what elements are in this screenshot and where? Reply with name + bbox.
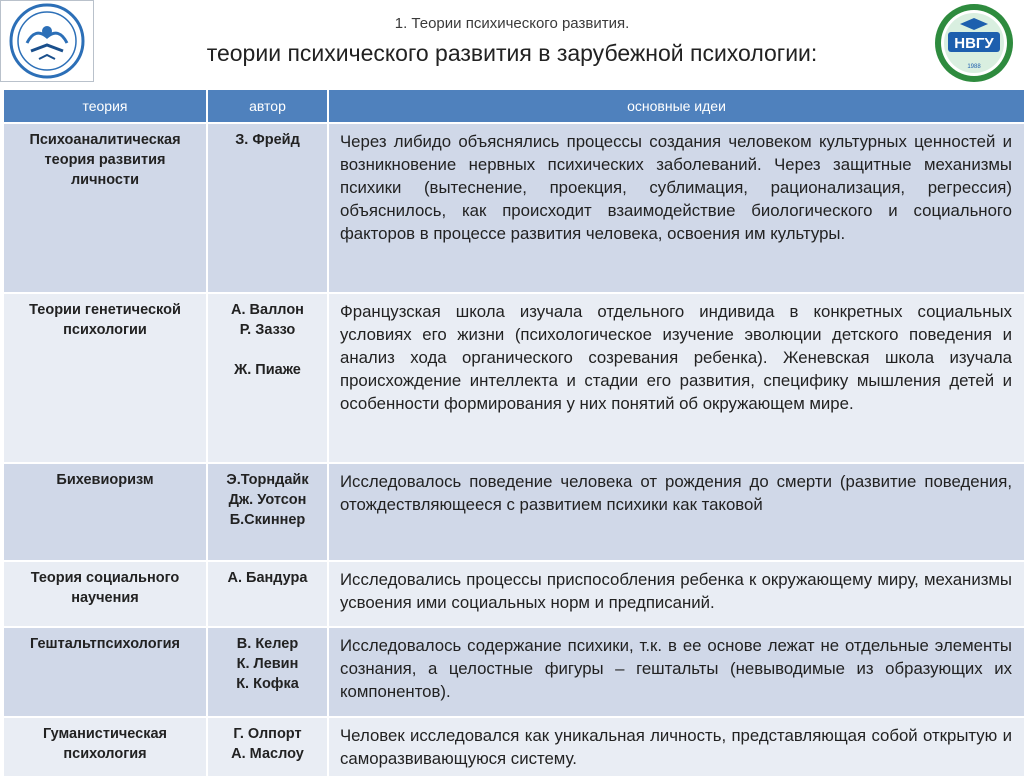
author-name: Э.Торндайк bbox=[226, 472, 309, 488]
author-name: В. Келер bbox=[236, 636, 299, 652]
table-row bbox=[3, 293, 1024, 463]
theory-cell: Теория социального научения bbox=[3, 561, 207, 627]
column-header-ideas: основные идеи bbox=[328, 89, 1024, 123]
author-name: Р. Заззо bbox=[239, 322, 296, 338]
author-name: Дж. Уотсон bbox=[228, 492, 307, 508]
theory-cell: Бихевиоризм bbox=[3, 463, 207, 561]
author-name: А. Валлон bbox=[231, 302, 304, 318]
table-row bbox=[3, 123, 1024, 293]
author-name: Ж. Пиаже bbox=[234, 362, 301, 378]
author-cell bbox=[207, 123, 328, 293]
author-name: А. Маслоу bbox=[231, 746, 304, 762]
table-row bbox=[3, 717, 1024, 777]
column-header-theory: теория bbox=[3, 89, 207, 123]
idea-cell: Исследовалось поведение человека от рождения до смерти (развитие поведения, отождествляющееся с развитием психики как таковой bbox=[328, 463, 1024, 561]
idea-cell: Человек исследовался как уникальная личность, представляющая собой открытую и саморазвивающуюся систему. bbox=[328, 717, 1024, 777]
author-name: З. Фрейд bbox=[235, 132, 300, 148]
author-name: Б.Скиннер bbox=[229, 512, 306, 528]
theory-cell: Теории генетической психологии bbox=[3, 293, 207, 463]
author-name: К. Левин bbox=[236, 656, 299, 672]
author-cell bbox=[207, 717, 328, 777]
idea-cell: Через либидо объяснялись процессы создания человеком культурных ценностей и возникновение нервных психических заболеваний. Через защитные механизмы психики (вытеснение, проекция, сублимация, рационализация, регрессия) объяснилось, как происходит взаимодействие биологического и социального факторов в процессе развития человека, освоения им культуры. bbox=[328, 123, 1024, 293]
slide-subtitle: 1. Теории психического развития. bbox=[394, 15, 630, 32]
logo-right-year: 1988 bbox=[967, 64, 981, 70]
theories-table bbox=[2, 88, 1024, 778]
logo-right-text: НВГУ bbox=[954, 35, 994, 52]
table-row bbox=[3, 463, 1024, 561]
idea-cell: Французская школа изучала отдельного индивида в конкретных социальных условиях его жизни (психологическое изучение эволюции детского поведения и анализ хода органического созревания ребенка). Женевская школа изучала происхождение интеллекта и стадии его развития, специфику мышления детей и особенности формирования у них понятий об окружающем мире. bbox=[328, 293, 1024, 463]
table-header-row bbox=[3, 89, 1024, 123]
author-name: Г. Олпорт bbox=[233, 726, 302, 742]
table-row bbox=[3, 627, 1024, 717]
theory-cell: Психоаналитическая теория развития личности bbox=[3, 123, 207, 293]
author-name: А. Бандура bbox=[227, 570, 308, 586]
theory-cell: Гештальтпсихология bbox=[3, 627, 207, 717]
table-row bbox=[3, 561, 1024, 627]
idea-cell: Исследовалось содержание психики, т.к. в ее основе лежат не отдельные элементы сознания, а целостные фигуры – гештальты (невыводимые из образующих их компонентов). bbox=[328, 627, 1024, 717]
author-cell bbox=[207, 293, 328, 463]
author-cell bbox=[207, 463, 328, 561]
theory-cell: Гуманистическая психология bbox=[3, 717, 207, 777]
slide-title: теории психического развития в зарубежной психологии: bbox=[206, 40, 818, 66]
author-name: К. Кофка bbox=[236, 676, 299, 692]
author-cell bbox=[207, 627, 328, 717]
column-header-author: автор bbox=[207, 89, 328, 123]
author-cell bbox=[207, 561, 328, 627]
idea-cell: Исследовались процессы приспособления ребенка к окружающему миру, механизмы усвоения ими социальных норм и предписаний. bbox=[328, 561, 1024, 627]
